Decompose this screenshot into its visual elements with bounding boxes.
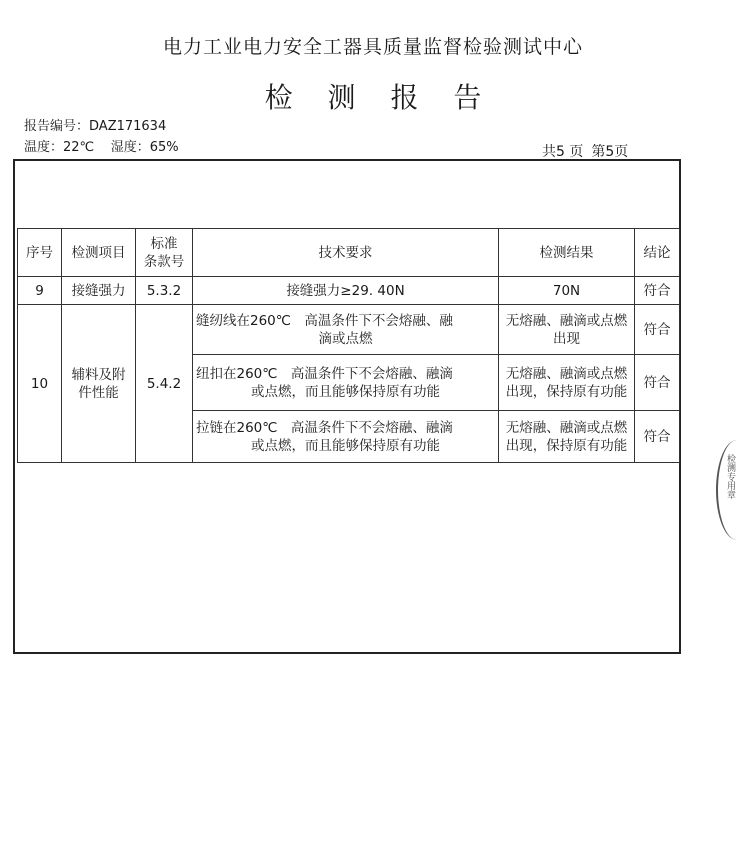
title-char: 报 <box>390 81 419 114</box>
row-requirement: 接缝强力≥29. 40N <box>193 277 499 305</box>
report-number <box>24 115 166 134</box>
requirement-line2: 或点燃，而且能够保持原有功能 <box>251 437 440 454</box>
header-clause <box>136 229 193 277</box>
seal-text: 检测专用章 <box>725 454 735 499</box>
current-page: 第5页 <box>591 144 629 160</box>
header-clause-line1: 标准 <box>150 235 178 252</box>
row-conclusion: 符合 <box>635 277 680 305</box>
row-result: 无熔融、融滴或点燃出现，保持原有功能 <box>499 355 635 411</box>
page-indicator <box>542 141 628 161</box>
organization-name: 电力工业电力安全工器具质量监督检验测试中心 <box>162 36 583 58</box>
row-requirement <box>193 305 499 355</box>
temperature-label: 温度： <box>24 140 64 155</box>
total-pages: 共5 页 <box>542 144 584 160</box>
environment-info <box>24 136 179 155</box>
title-char: 测 <box>327 81 356 114</box>
header-result: 检测结果 <box>499 229 635 277</box>
row-clause: 5.4.2 <box>136 305 193 463</box>
row-requirement <box>193 411 499 463</box>
row-item: 辅料及附件性能 <box>62 305 136 463</box>
requirement-line2: 或点燃，而且能够保持原有功能 <box>251 383 440 400</box>
report-number-label: 报告编号： <box>24 119 90 134</box>
title-char: 告 <box>453 81 482 114</box>
row-result: 无熔融、融滴或点燃出现 <box>499 305 635 355</box>
header-index: 序号 <box>18 229 62 277</box>
row-requirement <box>193 355 499 411</box>
row-index: 9 <box>18 277 62 305</box>
requirement-line1: 拉链在260℃ 高温条件下不会熔融、融滴 <box>196 419 453 436</box>
test-results-table <box>17 228 680 463</box>
row-result: 70N <box>499 277 635 305</box>
requirement-line1: 纽扣在260℃ 高温条件下不会熔融、融滴 <box>196 365 453 382</box>
seal-stamp <box>716 440 746 540</box>
row-result: 无熔融、融滴或点燃出现，保持原有功能 <box>499 411 635 463</box>
header-clause-line2: 条款号 <box>143 253 185 270</box>
header-conclusion: 结论 <box>635 229 680 277</box>
requirement-line2: 滴或点燃 <box>318 330 373 347</box>
humidity-label: 湿度： <box>110 140 150 155</box>
row-index: 10 <box>18 305 62 463</box>
report-number-value: DAZ171634 <box>89 119 167 134</box>
requirement-line1: 缝纫线在260℃ 高温条件下不会熔融、融 <box>196 312 453 329</box>
row-item: 接缝强力 <box>62 277 136 305</box>
row-conclusion: 符合 <box>635 305 680 355</box>
row-conclusion: 符合 <box>635 411 680 463</box>
title-char: 检 <box>264 81 293 114</box>
report-title <box>0 76 746 116</box>
header-requirement: 技术要求 <box>193 229 499 277</box>
table-row <box>18 305 680 355</box>
table-header-row <box>18 229 680 277</box>
header-item: 检测项目 <box>62 229 136 277</box>
row-clause: 5.3.2 <box>136 277 193 305</box>
row-conclusion: 符合 <box>635 355 680 411</box>
humidity-value: 65% <box>149 140 179 155</box>
temperature-value: 22℃ <box>63 140 95 155</box>
table-row <box>18 277 680 305</box>
